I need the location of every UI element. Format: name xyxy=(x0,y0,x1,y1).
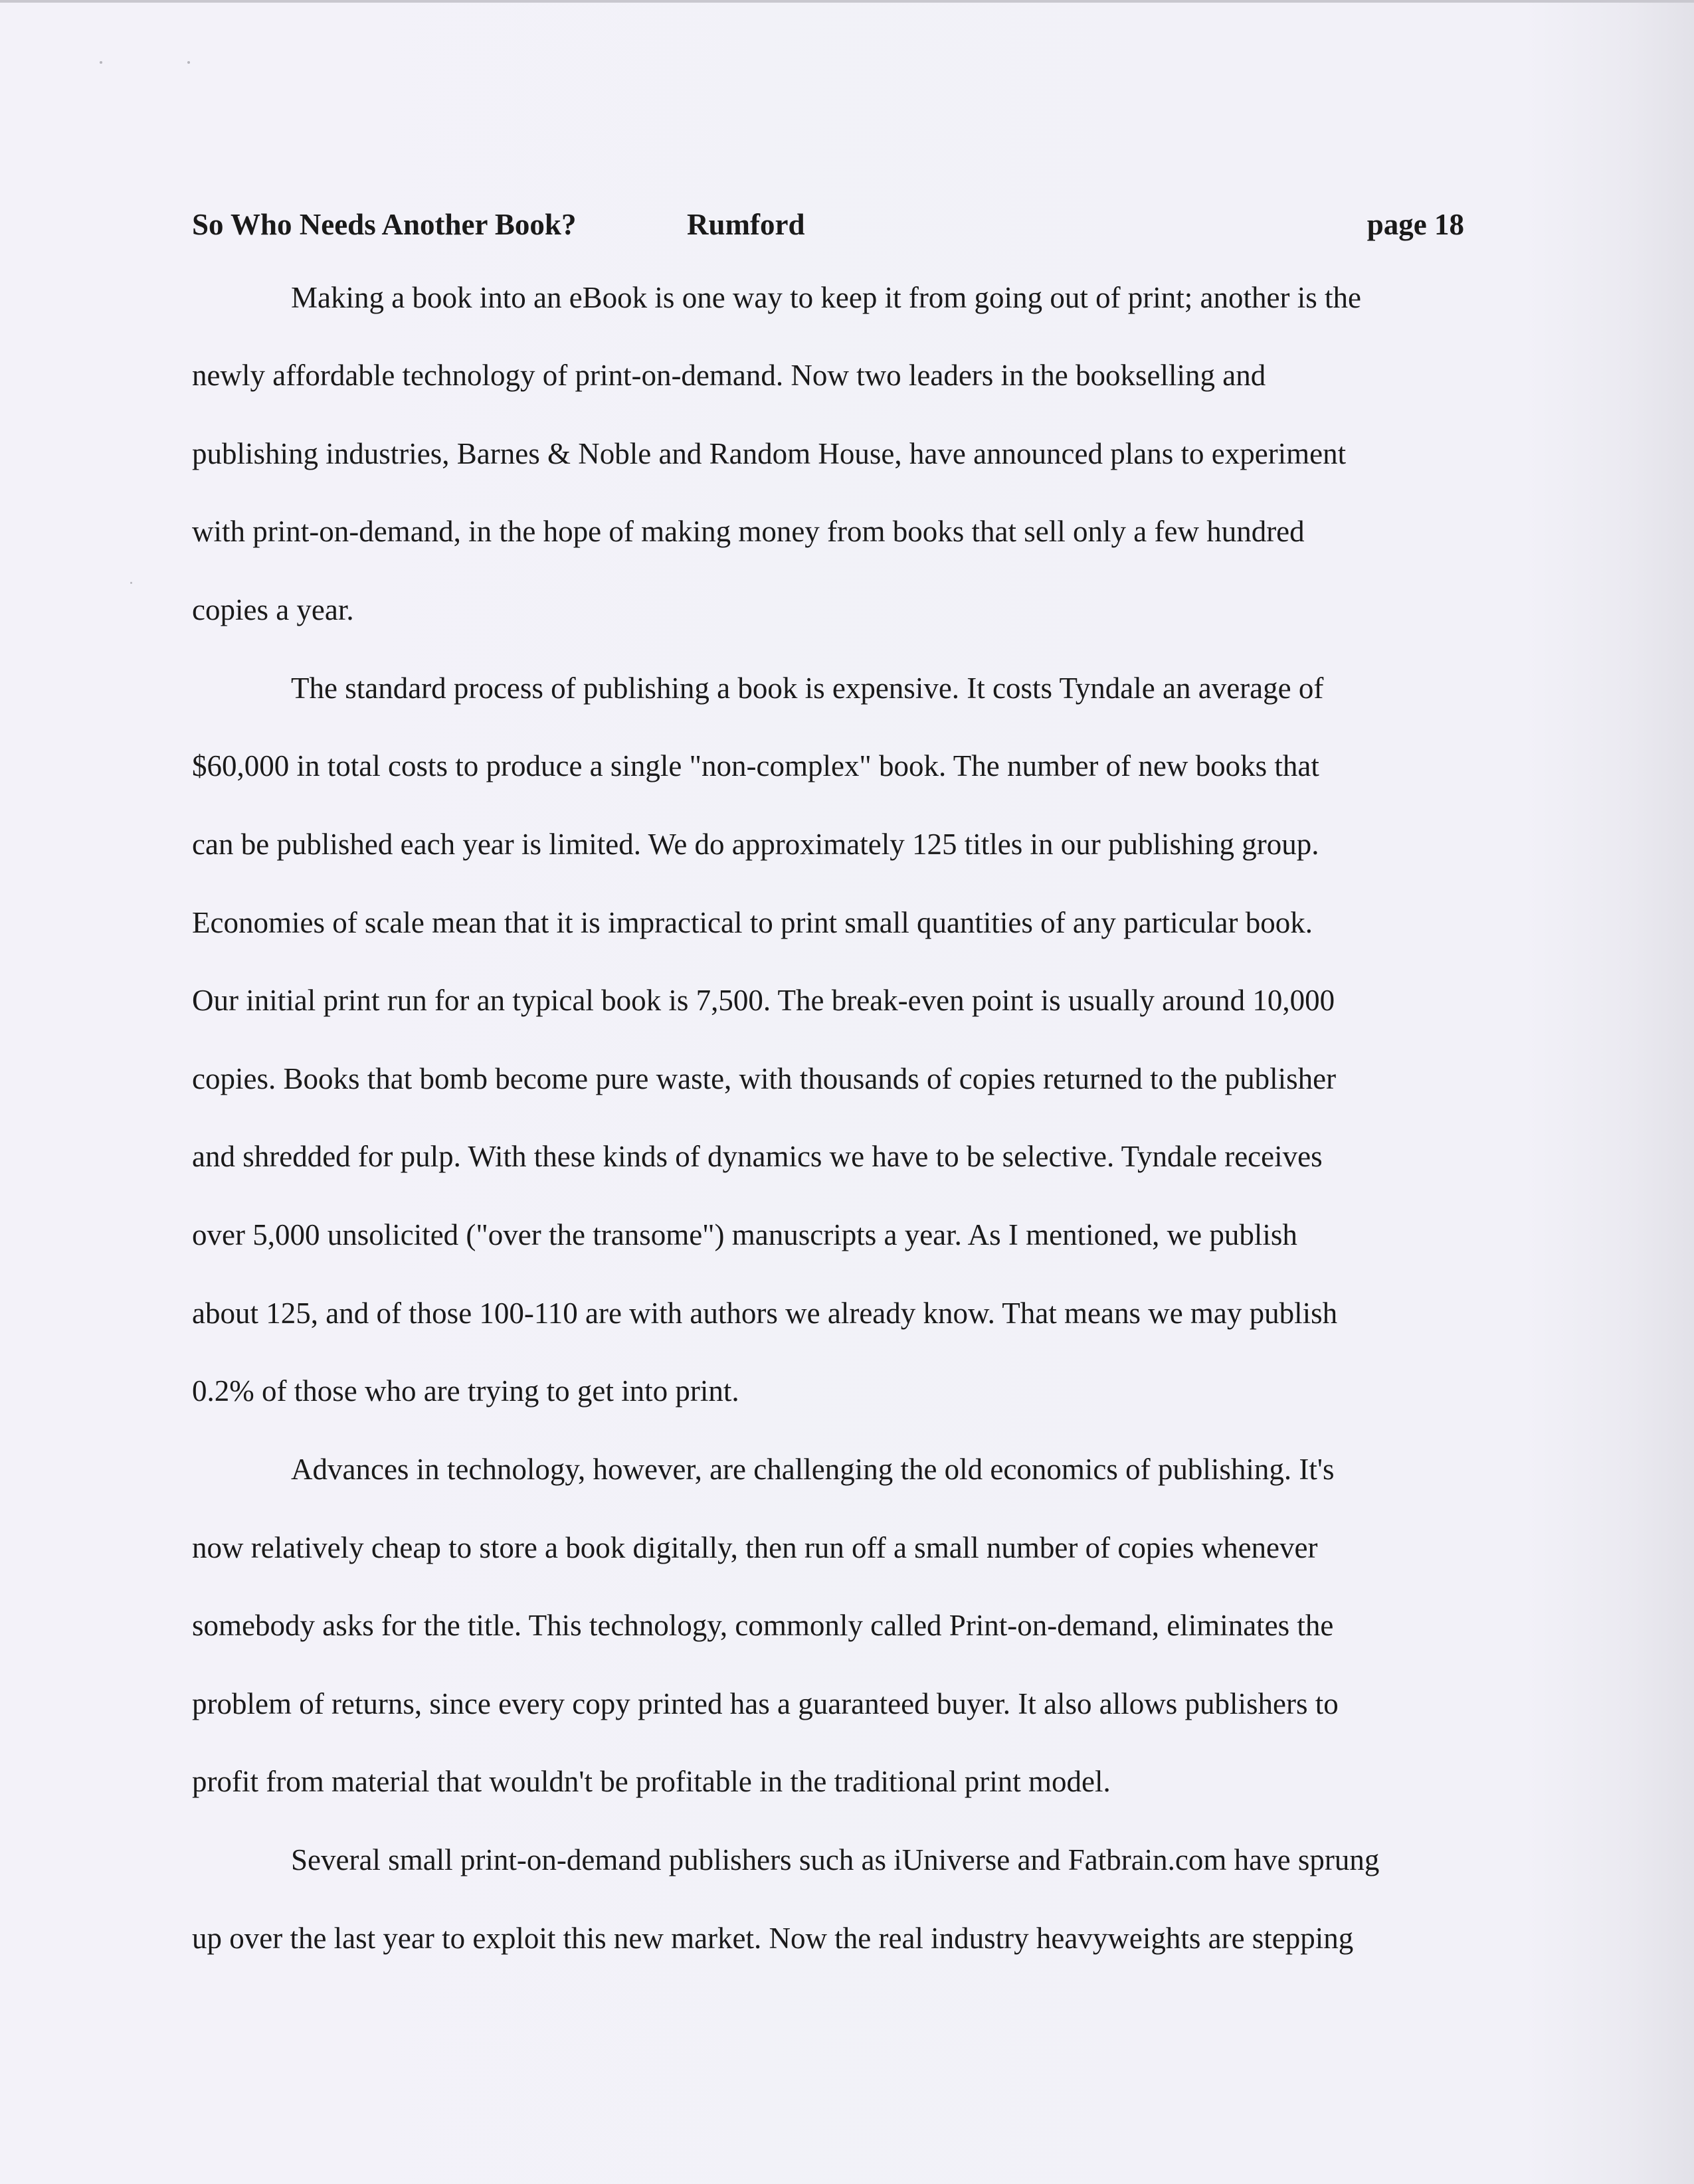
scan-speck xyxy=(130,582,132,584)
text-line: can be published each year is limited. We do approximately 125 titles in our publishing group. xyxy=(192,828,1319,861)
text-line: 0.2% of those who are trying to get into print. xyxy=(192,1374,739,1408)
text-line: problem of returns, since every copy printed has a guaranteed buyer. It also allows publishers to xyxy=(192,1687,1339,1720)
text-line: and shredded for pulp. With these kinds of dynamics we have to be selective. Tyndale receives xyxy=(192,1140,1323,1173)
text-line: publishing industries, Barnes & Noble and Random House, have announced plans to experiment xyxy=(192,437,1347,470)
text-line: now relatively cheap to store a book digitally, then run off a small number of copies whenever xyxy=(192,1531,1318,1564)
text-line: up over the last year to exploit this new market. Now the real industry heavyweights are stepping xyxy=(192,1922,1354,1955)
text-line: Several small print-on-demand publishers such as iUniverse and Fatbrain.com have sprung xyxy=(291,1843,1380,1876)
text-line: Advances in technology, however, are challenging the old economics of publishing. It's xyxy=(291,1453,1335,1486)
text-line: Economies of scale mean that it is impractical to print small quantities of any particular book. xyxy=(192,906,1313,939)
text-line: Our initial print run for an typical book is 7,500. The break-even point is usually around 10,000 xyxy=(192,984,1335,1017)
text-line: somebody asks for the title. This technology, commonly called Print-on-demand, eliminates the xyxy=(192,1609,1334,1642)
text-line: copies. Books that bomb become pure waste, with thousands of copies returned to the publisher xyxy=(192,1062,1337,1095)
header-page-number: page 18 xyxy=(1366,208,1464,241)
running-header xyxy=(192,201,1464,248)
text-line: with print-on-demand, in the hope of making money from books that sell only a few hundred xyxy=(192,515,1305,548)
header-title: So Who Needs Another Book? xyxy=(192,208,577,241)
text-line: $60,000 in total costs to produce a single "non-complex" book. The number of new books that xyxy=(192,749,1319,782)
page-top-edge xyxy=(0,0,1694,3)
text-line: profit from material that wouldn't be profitable in the traditional print model. xyxy=(192,1765,1111,1798)
text-line: Making a book into an eBook is one way to keep it from going out of print; another is the xyxy=(291,281,1361,314)
text-line: about 125, and of those 100-110 are with authors we already know. That means we may publish xyxy=(192,1297,1338,1330)
scan-speck xyxy=(187,61,190,64)
scan-speck xyxy=(100,61,102,64)
text-line: over 5,000 unsolicited ("over the transome") manuscripts a year. As I mentioned, we publish xyxy=(192,1218,1297,1251)
text-line: copies a year. xyxy=(192,593,354,626)
header-author: Rumford xyxy=(687,208,805,241)
text-line: The standard process of publishing a book is expensive. It costs Tyndale an average of xyxy=(291,672,1324,705)
text-line: newly affordable technology of print-on-demand. Now two leaders in the bookselling and xyxy=(192,359,1266,392)
